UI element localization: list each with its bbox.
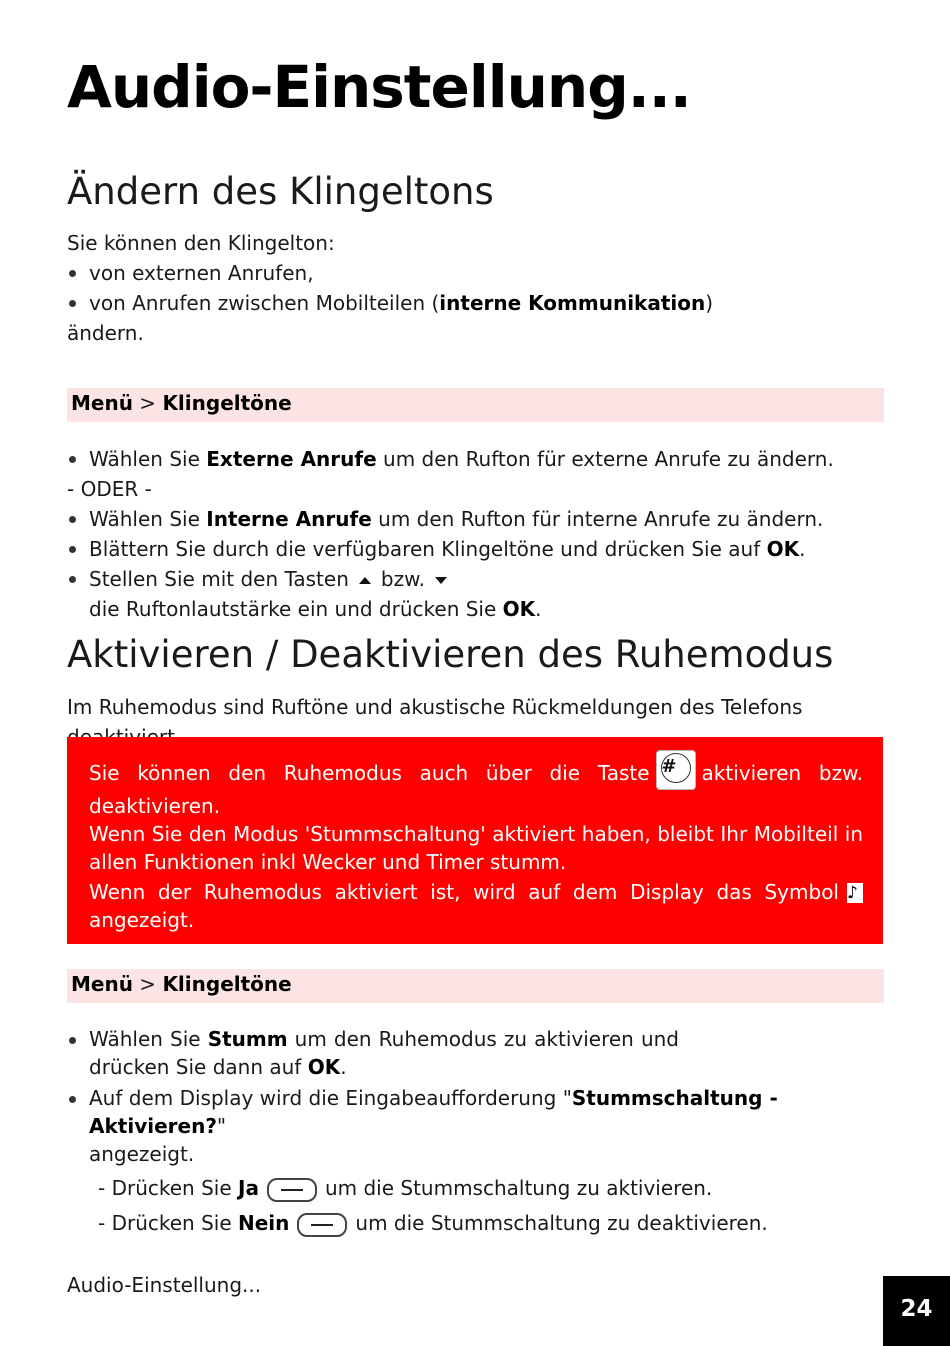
- step-text: die Ruftonlautstärke ein und drücken Sie: [89, 597, 503, 621]
- intro-text: Sie können den Klingelton:: [67, 231, 335, 255]
- step-text: um den Rufton für interne Anrufe zu ändern.: [371, 507, 824, 531]
- step-bold: OK: [307, 1055, 341, 1079]
- section-heading-ringtone: Ändern des Klingeltons: [67, 170, 494, 213]
- step-bold: Externe Anrufe: [206, 447, 377, 471]
- ringtone-steps: [67, 444, 897, 624]
- step-text: Wählen Sie: [89, 447, 207, 471]
- page-number: 24: [883, 1276, 950, 1346]
- note-text: Wenn der Ruhemodus aktiviert ist, wird auf dem Display das Symbol: [89, 879, 839, 904]
- menu-item-label: Klingeltöne: [162, 391, 292, 415]
- step-text: um den Ruhemodus zu aktivieren und: [287, 1027, 679, 1051]
- silent-steps: [67, 1025, 897, 1237]
- bullet-text: von externen Anrufen,: [89, 261, 314, 285]
- step-text: Wählen Sie: [89, 507, 207, 531]
- list-item: [67, 258, 887, 288]
- softkey-icon: [297, 1213, 347, 1237]
- step-bold: Nein: [238, 1211, 290, 1235]
- step-bold: Interne Anrufe: [206, 507, 372, 531]
- note-text: aktivieren bzw.: [701, 761, 863, 785]
- list-item: [67, 1025, 679, 1053]
- bullet-bold: interne Kommunikation: [439, 291, 706, 315]
- arrow-up-icon: [359, 577, 371, 584]
- step-text: drücken Sie dann auf: [89, 1055, 308, 1079]
- step-bold: OK: [502, 597, 536, 621]
- note-line: [89, 755, 863, 790]
- step-text: .: [535, 597, 542, 621]
- menu-separator: >: [132, 972, 163, 996]
- softkey-icon: [267, 1178, 317, 1202]
- list-item: [67, 534, 897, 564]
- oder-text: - ODER -: [67, 477, 152, 501]
- step-text: um die Stummschaltung zu deaktivieren.: [355, 1211, 768, 1235]
- menu-label: Menü: [71, 972, 133, 996]
- step-text: .: [340, 1055, 347, 1079]
- step-text: um die Stummschaltung zu aktivieren.: [324, 1176, 713, 1200]
- menu-item-label: Klingeltöne: [162, 972, 292, 996]
- arrow-down-icon: [435, 577, 447, 584]
- list-item: [67, 288, 887, 318]
- menu-path: [67, 969, 884, 1003]
- note-box: [67, 737, 883, 944]
- outro-text: ändern.: [67, 321, 144, 345]
- note-line: deaktivieren.: [89, 793, 221, 818]
- step-text: Stellen Sie mit den Tasten: [89, 567, 349, 591]
- menu-separator: >: [132, 391, 163, 415]
- list-item: [67, 504, 897, 534]
- step-bold: OK: [766, 537, 800, 561]
- step-text: Wählen Sie: [89, 1027, 208, 1051]
- music-note-icon: ♪: [847, 883, 863, 903]
- menu-label: Menü: [71, 391, 133, 415]
- step-bold: Ja: [238, 1176, 259, 1200]
- step-text: Auf dem Display wird die Eingabeaufforderung ": [89, 1086, 572, 1110]
- note-line: angezeigt.: [89, 907, 195, 932]
- footer-label: Audio-Einstellung...: [67, 1273, 262, 1297]
- step-text: - Drücken Sie: [98, 1176, 238, 1200]
- hash-key-icon: [656, 750, 696, 790]
- menu-path: [67, 388, 884, 422]
- list-item-continuation: angezeigt.: [89, 1142, 195, 1166]
- sub-step-yes: [67, 1174, 897, 1202]
- sub-step-no: [67, 1209, 897, 1237]
- page-title: Audio-Einstellung...: [67, 53, 691, 121]
- list-item-continuation: [67, 1053, 897, 1081]
- silent-intro: Im Ruhemodus sind Ruftöne und akustische Rückmeldungen des Telefons: [67, 695, 803, 719]
- step-text: ": [216, 1114, 227, 1138]
- list-item: [67, 444, 897, 474]
- step-text: bzw.: [380, 567, 425, 591]
- hash-key-label: #: [661, 753, 691, 783]
- note-line: [89, 878, 863, 906]
- step-text: - Drücken Sie: [98, 1211, 238, 1235]
- list-item: [67, 1084, 897, 1140]
- list-item: [67, 564, 897, 624]
- step-bold: Stummschaltung - Aktivieren?: [89, 1086, 778, 1138]
- note-text: Sie können den Ruhemodus auch über die Taste: [89, 761, 650, 785]
- bullet-text: von Anrufen zwischen Mobilteilen (: [89, 291, 440, 315]
- bullet-text: ): [705, 291, 714, 315]
- step-text: um den Rufton für externe Anrufe zu ändern.: [376, 447, 834, 471]
- step-text: .: [799, 537, 806, 561]
- step-bold: Stumm: [207, 1027, 288, 1051]
- section-heading-silent-mode: Aktivieren / Deaktivieren des Ruhemodus: [67, 633, 834, 676]
- step-text: Blättern Sie durch die verfügbaren Klingeltöne und drücken Sie auf: [89, 537, 767, 561]
- ringtone-intro: [67, 228, 887, 348]
- note-line: Wenn Sie den Modus 'Stummschaltung' aktiviert haben, bleibt Ihr Mobilteil in allen Funktionen inkl Wecker und Timer stumm.: [89, 821, 863, 874]
